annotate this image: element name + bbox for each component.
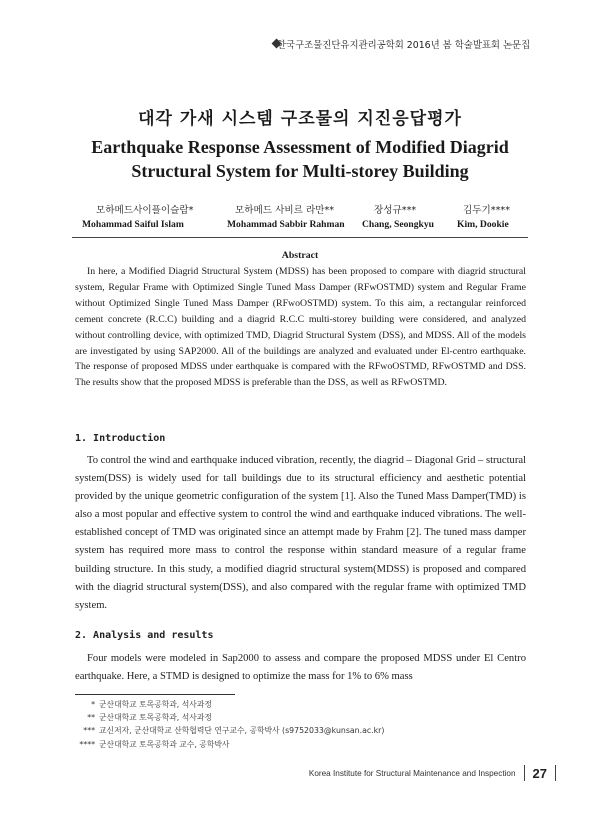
author-list [82,202,522,234]
author-name-korean: 김두기**** [463,205,510,216]
section-heading-analysis: 2. Analysis and results [75,630,214,641]
footnote-text: 군산대학교 토목공학과 교수, 공학박사 [99,739,230,749]
proceedings-title: 한국구조물진단유지관리공학회 2016년 봄 학술발표회 논문집 [277,39,531,51]
footer-divider [524,765,525,781]
footnote-mark: * [91,700,95,709]
english-title [0,135,600,183]
footnote-item [75,724,495,737]
author-name-english: Mohammad Sabbir Rahman [227,219,345,230]
author-3 [362,202,434,230]
author-name-english: Kim, Dookie [457,219,509,230]
footnote-text: 교신저자, 군산대학교 산학협력단 연구교수, 공학박사 (s9752033@kunsan.ac.kr) [99,726,385,736]
footnote-mark: **** [79,739,95,749]
footnote-mark: ** [87,713,95,723]
author-1 [82,202,193,230]
introduction-paragraph: To control the wind and earthquake induced vibration, recently, the diagrid – Diagonal Grid – structural system(DSS) is widely used for tall buildings due to its structural efficiency and aesthetic potential provided by the unique geometric configuration of the system [1]. Also the Tuned Mass Damper(TMD) is also a most popular and effective system to control the wind and earthquake induced vibrations. The well-established concept of TMD was originated since an attempt made by Frahm [2]. The tuned mass damper system has required more mass to control the response within standard measure of a regular frame building structure. In this study, a modified diagrid structural system(MDSS) is proposed and compared with the diagrid structural system(DSS), and also compared with the regular frame with optimized TMD system. [75,455,526,611]
footnote-item [75,738,495,751]
author-2 [227,202,345,230]
section-heading-introduction: 1. Introduction [75,433,166,444]
english-title-line-2: Structural System for Multi-storey Building [131,161,469,181]
footnote-mark: *** [83,726,95,736]
english-title-line-1: Earthquake Response Assessment of Modified Diagrid [91,137,509,157]
author-name-korean: 모하메드 사비르 라만** [235,205,335,216]
footnote-text: 군산대학교 토목공학과, 석사과정 [99,700,212,709]
running-header [273,36,531,51]
footnotes [75,698,495,751]
page-number: 27 [532,765,547,781]
footnote-item [75,711,495,724]
page-footer [309,763,556,783]
footnote-divider [75,694,235,695]
footer-organization: Korea Institute for Structural Maintenance and Inspection [308,768,516,778]
author-name-korean: 장성규*** [374,205,417,216]
author-name-english: Chang, Seongkyu [362,219,434,230]
author-name-korean: 모하메드사이플이슬람* [96,205,194,216]
author-divider [72,237,528,238]
analysis-paragraph: Four models were modeled in Sap2000 to assess and compare the proposed MDSS under El Centro earthquake. Here, a STMD is designed to optimize the mass for 1% to 6% mass [75,653,526,683]
korean-title: 대각 가새 시스템 구조물의 지진응답평가 [138,109,462,129]
footnote-text: 군산대학교 토목공학과, 석사과정 [99,713,212,723]
abstract-heading: Abstract [281,250,319,261]
footer-divider [555,765,556,781]
author-4 [457,202,510,230]
abstract-text: In here, a Modified Diagrid Structural System (MDSS) has been proposed to compare with diagrid structural system, Regular Frame with Optimized Single Tuned Mass Damper (RFwOSTMD) system and Regular Frame without Optimized Single Tuned Mass Damper (RFwoOSTMD) system. To this aim, a rectangular reinforced cement concrete (R.C.C) building and a diagrid R.C.C multi-storey building were considered, and analyzed without controlling device, with optimized TMD, Diagrid Structural System (DSS), and MDSS. All of the models are investigated by using SAP2000. All of the buildings are analyzed and evaluated under El-centro earthquake. The response of proposed MDSS under earthquake is compared with the RFwoOSTMD, RFwOSTMD and DSS. The results show that the proposed MDSS is preferable than the DSS, as well as RFwOSTMD. [75,266,526,389]
author-name-english: Mohammad Saiful Islam [82,219,184,230]
footnote-item [75,698,495,711]
